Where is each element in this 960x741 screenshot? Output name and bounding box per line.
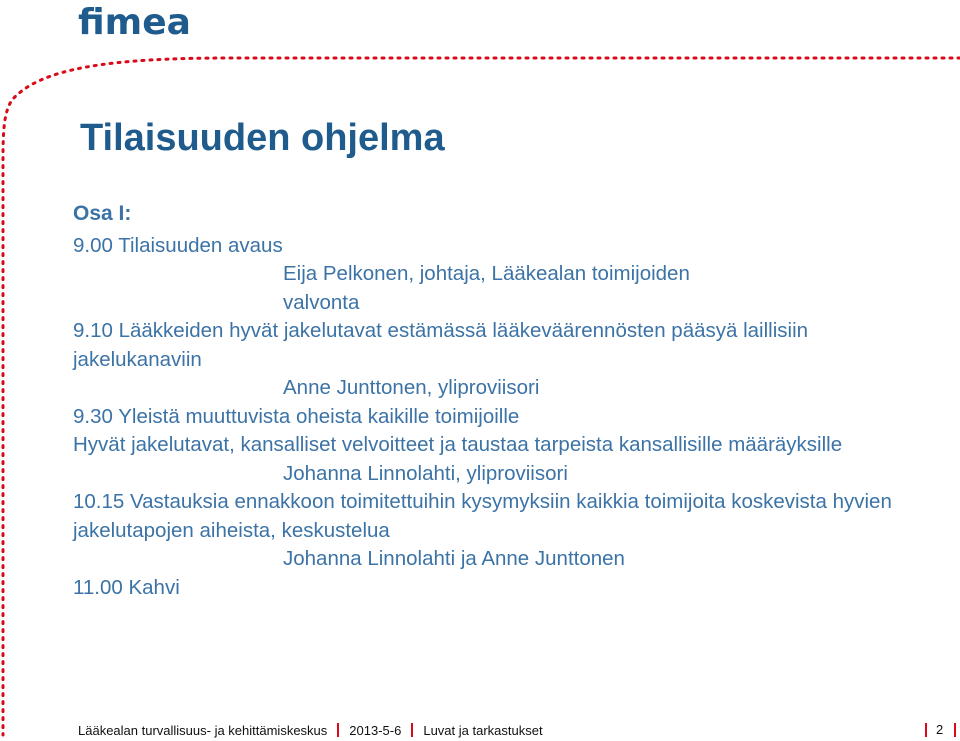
- page-title: Tilaisuuden ohjelma: [80, 117, 445, 159]
- program-list: [73, 232, 933, 603]
- fimea-logo: [78, 2, 191, 43]
- section-title: Osa I:: [73, 202, 132, 225]
- program-content: [73, 200, 933, 602]
- program-speaker: Eija Pelkonen, johtaja, Lääkealan toimijoiden: [283, 262, 690, 285]
- footer-separator: [337, 723, 339, 737]
- program-item: 9.30 Yleistä muuttuvista oheista kaikille toimijoille: [73, 404, 520, 428]
- footer-topic: Luvat ja tarkastukset: [423, 722, 543, 738]
- logo-text: fimea: [78, 2, 191, 43]
- footer-date: 2013-5-6: [349, 722, 402, 738]
- footer-separator: [954, 723, 956, 737]
- footer: [78, 720, 944, 740]
- program-item: 11.00 Kahvi: [73, 575, 180, 599]
- program-speaker: Johanna Linnolahti ja Anne Junttonen: [283, 547, 625, 570]
- footer-separator: [925, 723, 927, 737]
- program-item: 9.10 Lääkkeiden hyvät jakelutavat estämässä lääkeväärennösten pääsyä laillisiin jakelukanaviin: [73, 319, 809, 371]
- footer-separator: [411, 723, 413, 737]
- program-speaker: Johanna Linnolahti, yliproviisori: [283, 461, 568, 485]
- program-speaker: Anne Junttonen, yliproviisori: [283, 376, 540, 399]
- program-speaker: valvonta: [283, 290, 360, 314]
- footer-organization: Lääkealan turvallisuus- ja kehittämiskeskus: [78, 722, 328, 738]
- page-number: 2: [936, 722, 944, 737]
- program-item: Hyvät jakelutavat, kansalliset velvoitteet ja taustaa tarpeista kansallisille määräyksille: [73, 433, 843, 456]
- program-item: 9.00 Tilaisuuden avaus: [73, 233, 283, 257]
- program-item: 10.15 Vastauksia ennakkoon toimitettuihin kysymyksiin kaikkia toimijoita koskevista hyvien jakelutapojen aiheista, keskustelua: [73, 490, 892, 542]
